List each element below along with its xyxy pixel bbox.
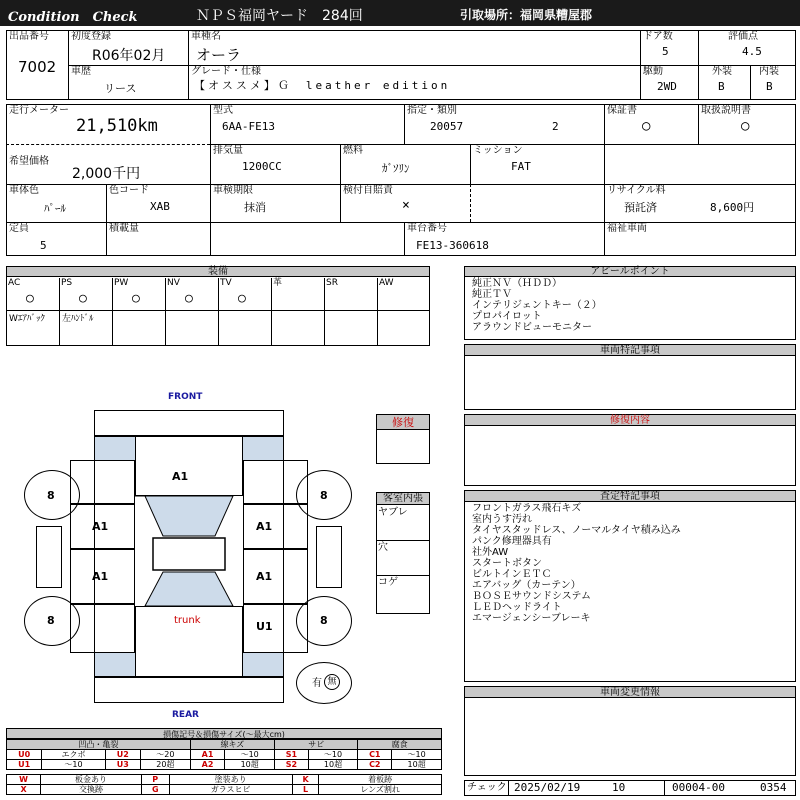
model-label: 型式 bbox=[213, 105, 233, 116]
score-label: 評価点 bbox=[728, 31, 758, 42]
equip-mark-3: ○ bbox=[185, 291, 193, 306]
repair-title: 修復 bbox=[377, 415, 429, 430]
legend-r0-8: C1 bbox=[358, 750, 392, 760]
header-title: Condition Check bbox=[8, 10, 138, 25]
mission-label: ミッション bbox=[473, 145, 523, 156]
legend-table bbox=[6, 739, 442, 770]
check-date: 2025/02/19 bbox=[514, 781, 581, 794]
trunk-damage: U1 bbox=[256, 620, 273, 633]
legend-r0-1: エクボ bbox=[42, 750, 105, 760]
legend-o1-5: レンズ割れ bbox=[319, 785, 442, 795]
legend-r0-7: 〜10 bbox=[308, 750, 358, 760]
note-item-7: エアバッグ（カーテン） bbox=[472, 580, 581, 591]
left-front-door-damage: A1 bbox=[92, 520, 109, 533]
note-item-2: タイヤスタッドレス、ノーマルタイヤ積み込み bbox=[472, 525, 681, 536]
appeal-item-1: 純正ＴＶ bbox=[472, 289, 512, 300]
color-code-label: 色コード bbox=[109, 185, 149, 196]
equip-mark-2: ○ bbox=[132, 291, 140, 306]
legend-o0-2: P bbox=[141, 775, 169, 785]
inspection-label: 車検期限 bbox=[213, 185, 253, 196]
appeal-item-4: アラウンドビューモニター bbox=[472, 322, 592, 333]
note-item-10: エマージェンシーブレーキ bbox=[472, 613, 591, 624]
displacement: 1200CC bbox=[242, 160, 282, 173]
load-label: 積載量 bbox=[109, 223, 139, 234]
cabin-title: 客室内張 bbox=[377, 493, 429, 505]
drive-label: 駆動 bbox=[643, 66, 663, 77]
capacity-label: 定員 bbox=[9, 223, 29, 234]
recycle-status: 預託済 bbox=[624, 201, 657, 214]
car-name: オーラ bbox=[196, 46, 242, 64]
change-info-title: 車両変更情報 bbox=[465, 687, 795, 698]
legend-r0-2: U2 bbox=[105, 750, 140, 760]
repair-detail-title: 修復内容 bbox=[465, 415, 795, 426]
category: 2 bbox=[552, 120, 559, 133]
liability: × bbox=[402, 198, 410, 213]
header-bar bbox=[0, 0, 800, 26]
equip-left-handle: 左ﾊﾝﾄﾞﾙ bbox=[62, 314, 94, 324]
tire-fr-value: 8 bbox=[320, 489, 328, 502]
equip-label-4: TV bbox=[220, 278, 232, 288]
manual: ○ bbox=[741, 118, 750, 134]
legend-r0-6: S1 bbox=[275, 750, 309, 760]
equip-wairbag: Wｴｱﾊﾞｯｸ bbox=[9, 314, 45, 324]
legend-r0-0: U0 bbox=[7, 750, 42, 760]
inspection: 抹消 bbox=[244, 201, 266, 214]
color: ﾊﾟｰﾙ bbox=[44, 202, 66, 215]
equip-label-3: NV bbox=[167, 278, 180, 288]
tire-fl-value: 8 bbox=[47, 489, 55, 502]
legend-r1-4: A2 bbox=[190, 760, 225, 770]
legend-r0-4: A1 bbox=[190, 750, 225, 760]
legend-r1-2: U3 bbox=[105, 760, 140, 770]
lot-number: 7002 bbox=[18, 58, 57, 76]
grade-label: グレード・仕様 bbox=[191, 66, 261, 77]
legend-o0-1: 板金あり bbox=[41, 775, 142, 785]
note-item-5: スタートボタン bbox=[472, 558, 542, 569]
fuel: ｶﾞｿﾘﾝ bbox=[382, 162, 410, 175]
doors: 5 bbox=[662, 45, 669, 58]
interior-label: 内装 bbox=[759, 66, 779, 77]
history: リース bbox=[104, 82, 137, 95]
color-code: XAB bbox=[150, 200, 170, 213]
legend-group-rust: サビ bbox=[275, 740, 358, 750]
right-front-door-damage: A1 bbox=[256, 520, 273, 533]
appeal-item-3: プロパイロット bbox=[472, 311, 542, 322]
spare-mark: 無 bbox=[324, 674, 340, 690]
fuel-label: 燃料 bbox=[343, 145, 363, 156]
legend-r1-8: C2 bbox=[358, 760, 392, 770]
legend-o0-5: 着板跡 bbox=[319, 775, 442, 785]
legend-r1-1: 〜10 bbox=[42, 760, 105, 770]
manual-label: 取扱説明書 bbox=[701, 105, 751, 116]
spare-label: 有 bbox=[312, 678, 322, 689]
change-info-box bbox=[464, 686, 796, 776]
note-item-4: 社外AW bbox=[472, 547, 509, 558]
lot-label: 出品番号 bbox=[9, 31, 49, 42]
score: 4.5 bbox=[742, 45, 762, 58]
equip-label-0: AC bbox=[8, 278, 21, 288]
legend-r1-3: 20超 bbox=[141, 760, 191, 770]
exterior-label: 外装 bbox=[712, 66, 732, 77]
interior: B bbox=[766, 80, 773, 93]
liability-label: 検付自賠責 bbox=[343, 185, 393, 196]
equip-label-7: AW bbox=[379, 278, 394, 288]
warranty: ○ bbox=[642, 118, 651, 134]
legend-o0-4: K bbox=[292, 775, 319, 785]
appeal-item-2: インテリジェントキー（２） bbox=[472, 300, 602, 311]
appeal-item-0: 純正ＮＶ（ＨＤＤ） bbox=[472, 278, 562, 289]
legend-group-dent: 凹凸・亀裂 bbox=[7, 740, 191, 750]
legend-group-corrosion: 腐食 bbox=[358, 740, 442, 750]
trunk-label: trunk bbox=[174, 615, 201, 626]
welfare-label: 福祉車両 bbox=[607, 223, 647, 234]
special-title: 車両特記事項 bbox=[465, 345, 795, 356]
history-label: 車歴 bbox=[71, 66, 91, 77]
legend-group-scratch: 線キズ bbox=[190, 740, 274, 750]
equip-label-1: PS bbox=[61, 278, 73, 288]
appeal-list bbox=[472, 278, 602, 333]
note-item-8: ＢＯＳＥサウンドシステム bbox=[472, 591, 591, 602]
equip-mark-4: ○ bbox=[238, 291, 246, 306]
equip-label-6: SR bbox=[326, 278, 338, 288]
cabin-tear: ヤブレ bbox=[378, 507, 408, 518]
pickup-location: 引取場所：福岡県糟屋郡 bbox=[460, 8, 593, 22]
footer-ref: 00004-00 bbox=[672, 781, 725, 794]
legend-r0-3: 〜20 bbox=[141, 750, 191, 760]
price-label: 希望価格 bbox=[9, 156, 49, 167]
note-item-0: フロントガラス飛石キズ bbox=[472, 503, 582, 514]
note-item-1: 室内うす汚れ bbox=[472, 514, 532, 525]
cabin-burn: コゲ bbox=[378, 577, 398, 588]
check-label: チェック bbox=[467, 782, 507, 793]
left-rear-door-damage: A1 bbox=[92, 570, 109, 583]
equip-mark-0: ○ bbox=[26, 291, 34, 306]
chassis: FE13-360618 bbox=[416, 239, 489, 252]
grade: 【オススメ】Ｇ leather edition bbox=[194, 79, 451, 92]
appeal-title: アピールポイント bbox=[465, 267, 795, 277]
legend-r1-9: 10超 bbox=[392, 760, 442, 770]
rear-label: REAR bbox=[172, 710, 199, 720]
front-label: FRONT bbox=[168, 392, 203, 402]
hood-damage: A1 bbox=[172, 470, 189, 483]
legend-r1-7: 10超 bbox=[308, 760, 358, 770]
mileage: 21,510km bbox=[76, 116, 158, 136]
legend-o0-3: 塗装あり bbox=[169, 775, 292, 785]
auction-name: ＮＰＳ福岡ヤード 284回 bbox=[196, 8, 363, 24]
first-reg-label: 初度登録 bbox=[71, 31, 111, 42]
legend-o0-0: W bbox=[7, 775, 41, 785]
legend-o1-3: ガラスヒビ bbox=[169, 785, 292, 795]
first-reg: R06年02月 bbox=[92, 48, 166, 64]
model: 6AA-FE13 bbox=[222, 120, 275, 133]
tire-rl-value: 8 bbox=[47, 614, 55, 627]
legend-r1-0: U1 bbox=[7, 760, 42, 770]
legend-r1-5: 10超 bbox=[225, 760, 275, 770]
legend-title: 損傷記号＆損傷サイズ(〜最大cm) bbox=[6, 728, 442, 739]
exterior: B bbox=[718, 80, 725, 93]
legend-other-table bbox=[6, 774, 442, 795]
price: 2,000千円 bbox=[72, 166, 141, 182]
inspector-notes-list bbox=[472, 503, 681, 624]
legend-o1-4: L bbox=[292, 785, 319, 795]
right-rear-door-damage: A1 bbox=[256, 570, 273, 583]
legend-r0-9: 〜10 bbox=[392, 750, 442, 760]
legend-r1-6: S2 bbox=[275, 760, 309, 770]
color-label: 車体色 bbox=[9, 185, 39, 196]
mileage-label: 走行メーター bbox=[9, 105, 69, 116]
chassis-label: 車台番号 bbox=[407, 223, 447, 234]
equip-label-5: 革 bbox=[273, 278, 283, 288]
legend-o1-0: X bbox=[7, 785, 41, 795]
tire-rr-value: 8 bbox=[320, 614, 328, 627]
cabin-glass bbox=[135, 496, 243, 606]
legend-o1-1: 交換跡 bbox=[41, 785, 142, 795]
designation-label: 指定・類別 bbox=[407, 105, 457, 116]
recycle-fee: 8,600円 bbox=[710, 201, 755, 214]
recycle-label: リサイクル料 bbox=[607, 185, 666, 196]
equipment-title: 装備 bbox=[7, 267, 429, 277]
check-code: 10 bbox=[612, 781, 626, 794]
inspector-notes-title: 査定特記事項 bbox=[465, 491, 795, 502]
legend-r0-5: 〜10 bbox=[225, 750, 275, 760]
equip-mark-1: ○ bbox=[79, 291, 87, 306]
drive: 2WD bbox=[657, 80, 677, 93]
designation: 20057 bbox=[430, 120, 464, 133]
capacity: 5 bbox=[40, 239, 47, 252]
car-name-label: 車種名 bbox=[191, 31, 221, 42]
warranty-label: 保証書 bbox=[607, 105, 637, 116]
mission: FAT bbox=[511, 160, 531, 173]
note-item-3: パンク修理器具有 bbox=[472, 536, 552, 547]
cabin-hole: 穴 bbox=[378, 542, 388, 553]
footer-num: 0354 bbox=[760, 781, 787, 794]
note-item-9: ＬＥＤヘッドライト bbox=[472, 602, 562, 613]
legend-o1-2: G bbox=[141, 785, 169, 795]
displacement-label: 排気量 bbox=[213, 145, 243, 156]
equip-label-2: PW bbox=[114, 278, 129, 288]
doors-label: ドア数 bbox=[643, 31, 673, 42]
note-item-6: ビルトインＥＴＣ bbox=[472, 569, 552, 580]
